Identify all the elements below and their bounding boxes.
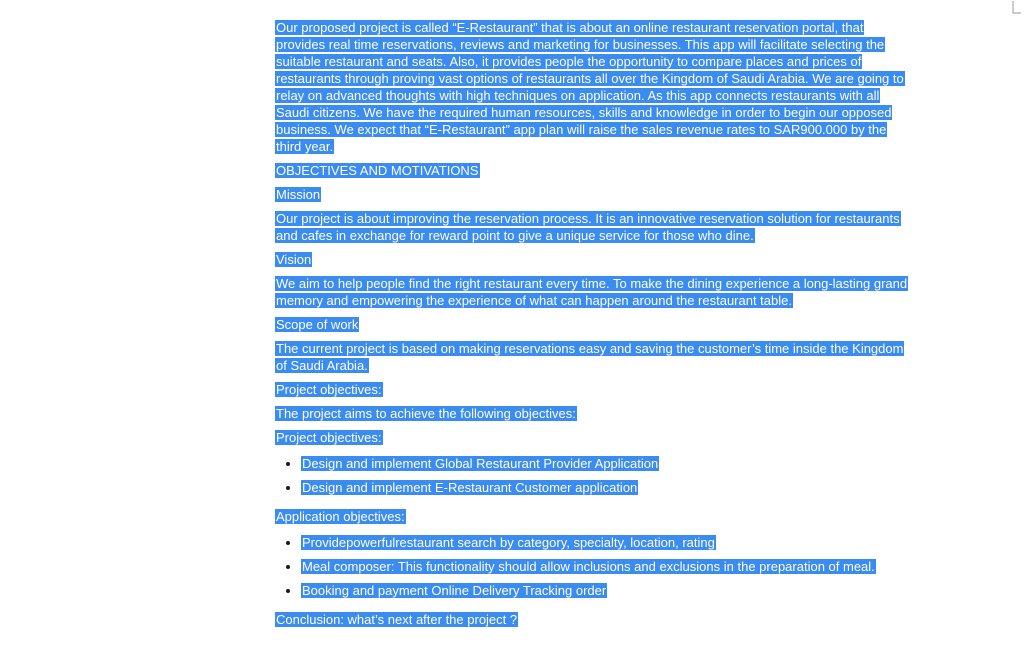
intro-text: Our proposed project is called “E-Restaurant” that is about an online restaurant reservation portal, that provides real time reservations, reviews and marketing for businesses. This app will facilitate selecting the suitable restaurant and seats. Also, it provides people the opportunity to compare places and prices of restaurants through proving vast options of restaurants all over the Kingdom of Saudi Arabia. We are going to relay on advanced thoughts with high techniques on application. As this app connects restaurants with all Saudi citizens. We have the required human resources, skills and knowledge in order to begin our opposed business. We expect that “E-Restaurant” app plan will raise the sales revenue rates to SAR900.000 by the third year. [276,20,904,154]
application-objectives-heading-text: Application objectives: [276,509,405,524]
list-item [301,534,915,551]
list-item [301,455,915,472]
application-objectives-list [275,534,915,599]
list-item-text: Meal composer: This functionality should allow inclusions and exclusions in the preparation of meal. [302,559,875,574]
project-objectives-list [275,455,915,496]
list-item [301,558,915,575]
aims-paragraph [275,405,915,422]
mission-heading-text: Mission [276,187,321,202]
aims-text: The project aims to achieve the following objectives: [276,406,576,421]
project-objectives-heading-1-text: Project objectives: [276,382,382,397]
list-item [301,582,915,599]
document-body [275,19,915,635]
project-objectives-heading-2-text: Project objectives: [276,430,382,445]
scope-text: The current project is based on making reservations easy and saving the customer’s time inside the Kingdom of Saudi Arabia. [276,341,904,373]
list-item-text: Booking and payment Online Delivery Tracking order [302,583,607,598]
vision-paragraph [275,275,915,309]
conclusion-heading [275,611,915,628]
project-objectives-heading-2 [275,429,915,446]
mission-text: Our project is about improving the reservation process. It is an innovative reservation solution for restaurants and cafes in exchange for reward point to give a unique service for those who dine. [276,211,900,243]
scope-heading-text: Scope of work [276,317,359,332]
objectives-heading [275,162,915,179]
scope-heading [275,316,915,333]
project-objectives-heading-1 [275,381,915,398]
page-corner-icon [1012,0,1022,14]
objectives-heading-text: OBJECTIVES AND MOTIVATIONS [276,163,479,178]
list-item [301,479,915,496]
application-objectives-heading [275,508,915,525]
vision-text: We aim to help people find the right restaurant every time. To make the dining experience a long-lasting grand memory and empowering the experience of what can happen around the restaurant table. [276,276,908,308]
conclusion-heading-text: Conclusion: what’s next after the project ? [276,612,518,627]
intro-paragraph [275,19,911,155]
scope-paragraph [275,340,915,374]
vision-heading [275,251,915,268]
mission-paragraph [275,210,915,244]
mission-heading [275,186,915,203]
list-item-text: Providepowerfulrestaurant search by category, specialty, location, rating [302,535,715,550]
list-item-text: Design and implement E-Restaurant Customer application [302,480,638,495]
list-item-text: Design and implement Global Restaurant Provider Application [302,456,659,471]
vision-heading-text: Vision [276,252,312,267]
